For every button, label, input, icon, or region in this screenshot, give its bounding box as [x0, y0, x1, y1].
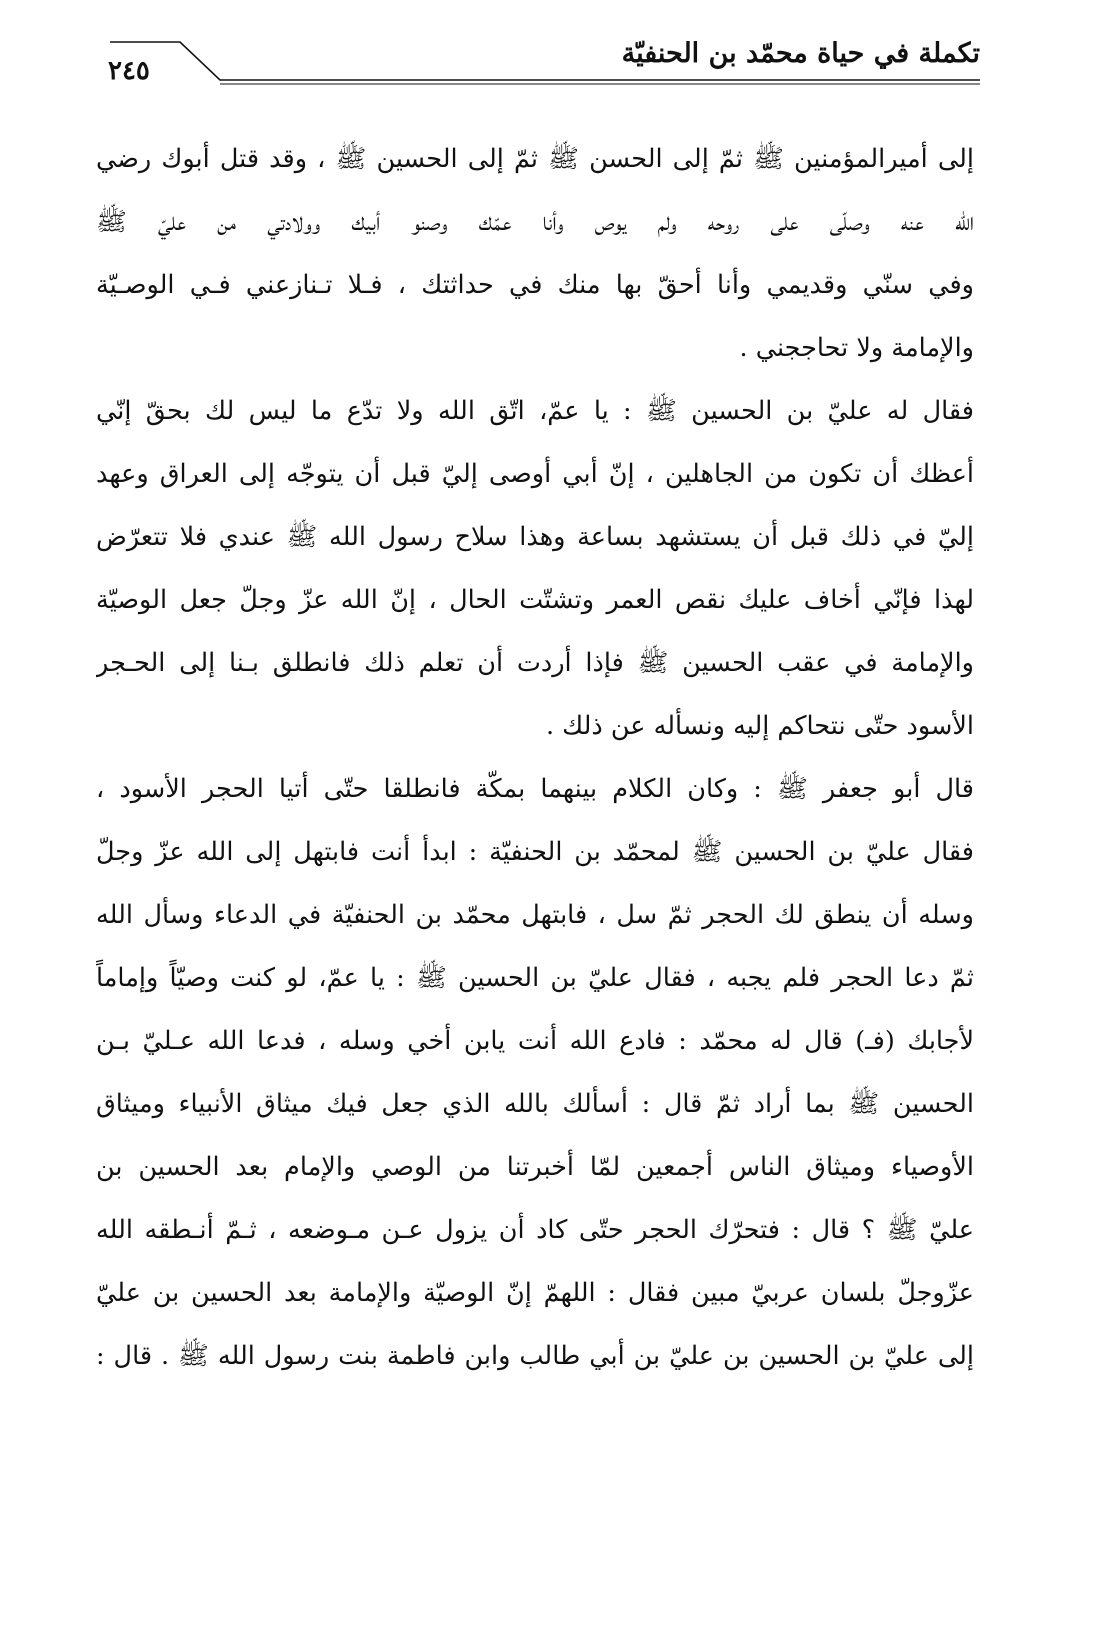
- text-line: فقال له عليّ بن الحسين ﷺ : يا عمّ، اتّق الله ولا تدّع ما ليس لك بحقّ إنّي: [96, 396, 974, 426]
- text-line: أعظك أن تكون من الجاهلين ، إنّ أبي أوصى إليّ قبل أن يتوجّه إلى العراق وعهد: [96, 459, 974, 489]
- page-number: ٢٤٥: [108, 56, 150, 86]
- text-line: الله عنه وصلّى على روحه ولم يوص وأنا عمّك وصنو أبيك وولادتي من عليّ ﷺ: [96, 207, 974, 237]
- text-line: لأجابك (فـ) قال له محمّد : فادع الله أنت يابن أخي وسله ، فدعا الله عـليّ بـن: [96, 1026, 974, 1056]
- text-line: الأسود حتّى نتحاكم إليه ونسأله عن ذلك .: [545, 711, 974, 741]
- text-line: فقال عليّ بن الحسين ﷺ لمحمّد بن الحنفيّة : ابدأ أنت فابتهل إلى الله عزّ وجلّ: [96, 837, 974, 867]
- paragraph-3: [96, 758, 974, 1388]
- text-line: إلى أميرالمؤمنين ﷺ ثمّ إلى الحسن ﷺ ثمّ إلى الحسين ﷺ ، وقد قتل أبوك رضي: [96, 144, 974, 174]
- text-line: عزّوجلّ بلسان عربيّ مبين فقال : اللهمّ إنّ الوصيّة والإمامة بعد الحسين بن عليّ: [96, 1278, 974, 1308]
- text-line: قال أبو جعفر ﷺ : وكان الكلام بينهما بمكّة فانطلقا حتّى أتيا الحجر الأسود ،: [96, 774, 974, 804]
- text-line: والإمامة في عقب الحسين ﷺ فإذا أردت أن تعلم ذلك فانطلق بـنا إلى الحـجر: [96, 648, 974, 678]
- paragraph-2: [96, 380, 974, 758]
- text-line: الأوصياء وميثاق الناس أجمعين لمّا أخبرتنا من الوصي والإمام بعد الحسين بن: [96, 1152, 974, 1182]
- text-line: إلى عليّ بن الحسين بن عليّ بن أبي طالب وابن فاطمة بنت رسول الله ﷺ . قال :: [96, 1341, 974, 1371]
- body-text: [96, 128, 974, 1388]
- text-line: عليّ ﷺ ؟ قال : فتحرّك الحجر حتّى كاد أن يزول عـن مـوضعه ، ثـمّ أنـطقه الله: [96, 1215, 974, 1245]
- paragraph-1: [96, 128, 974, 380]
- text-line: الحسين ﷺ بما أراد ثمّ قال : أسألك بالله الذي جعل فيك ميثاق الأنبياء وميثاق: [96, 1089, 974, 1119]
- text-line: والإمامة ولا تحاججني .: [739, 333, 974, 363]
- text-line: ثمّ دعا الحجر فلم يجبه ، فقال عليّ بن الحسين ﷺ : يا عمّ، لو كنت وصيّاً وإماماً: [96, 963, 974, 993]
- text-line: وسله أن ينطق لك الحجر ثمّ سل ، فابتهل محمّد بن الحنفيّة في الدعاء وسأل الله: [96, 900, 974, 930]
- page-header: [80, 30, 980, 100]
- text-line: إليّ في ذلك قبل أن يستشهد بساعة وهذا سلاح رسول الله ﷺ عندي فلا تتعرّض: [96, 522, 974, 552]
- running-title: تكملة في حياة محمّد بن الحنفيّة: [621, 38, 980, 69]
- text-line: وفي سنّي وقديمي وأنا أحقّ بها منك في حداثتك ، فـلا تـنازعني فـي الوصـيّة: [96, 270, 974, 300]
- text-line: لهذا فإنّي أخاف عليك نقص العمر وتشتّت الحال ، إنّ الله عزّ وجلّ جعل الوصيّة: [96, 585, 974, 615]
